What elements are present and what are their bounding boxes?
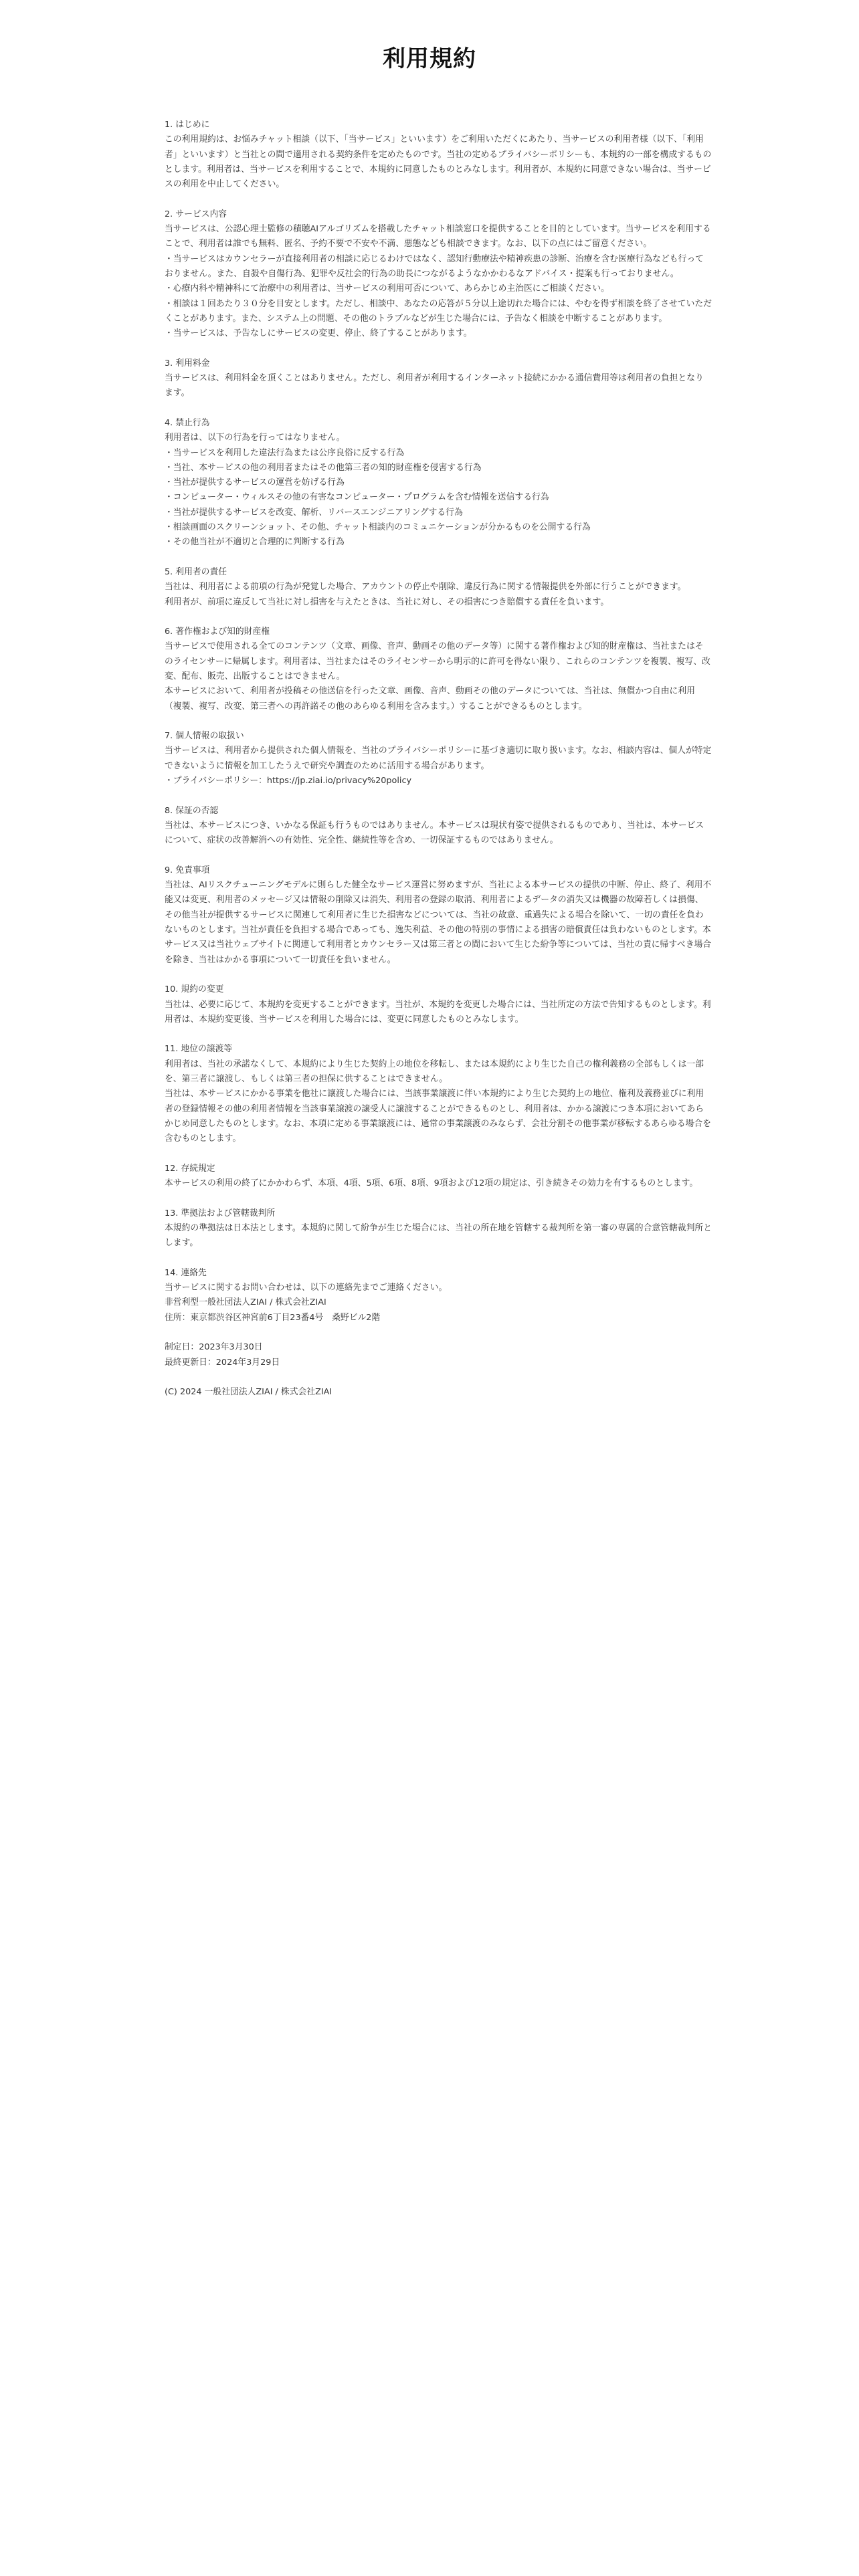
terms-section [165, 1206, 712, 1251]
updated-date: 最終更新日：2024年3月29日 [165, 1357, 280, 1368]
section-paragraph: 当社は、本サービスにつき、いかなる保証も行うものではありません。本サービスは現状有姿で提供されるものであり、当社は、本サービスについて、症状の改善解消への有効性、完全性、継続性等を含め、一切保証するものではありません。 [165, 820, 704, 846]
section-paragraph: 当サービスは、利用料金を頂くことはありません。ただし、利用者が利用するインターネット接続にかかる通信費用等は利用者の負担となります。 [165, 373, 704, 399]
list-item: ・当サービスはカウンセラーが直接利用者の相談に応じるわけではなく、認知行動療法や精神疾患の診断、治療を含む医療行為なども行っておりません。また、自殺や自傷行為、犯罪や反社会的行為の助長につながるようなかかわるなアドバイス・提案も行っておりません。 [165, 253, 704, 279]
section-paragraph: 当社は、本サービスにかかる事業を他社に譲渡した場合には、当該事業譲渡に伴い本規約により生じた契約上の地位、権利及義務並びに利用者の登録情報その他の利用者情報を当該事業譲渡の譲受人に譲渡することができるものとし、利用者は、かかる譲渡につき本項においてあらかじめ同意したものとします。なお、本項に定める事業譲渡には、通常の事業譲渡のみならず、会社分割その他事業が移転するあらゆる場合を含むものとします。 [165, 1089, 711, 1144]
section-heading: 3. 利用料金 [165, 358, 210, 368]
terms-section [165, 982, 712, 1027]
section-heading: 13. 準拠法および管轄裁判所 [165, 1208, 276, 1218]
list-item: ・当サービスを利用した違法行為または公序良俗に反する行為 [165, 447, 405, 458]
list-item: ・相談は１回あたり３０分を目安とします。ただし、相談中、あなたの応答が５分以上途切れた場合には、やむを得ず相談を終了させていただくことがあります。また、システム上の問題、その他のトラブルなどが生じた場合には、予告なく相談を中断することがあります。 [165, 298, 712, 324]
section-paragraph: 当サービスに関するお問い合わせは、以下の連絡先までご連絡ください。 [165, 1283, 448, 1293]
section-heading: 7. 個人情報の取扱い [165, 731, 244, 742]
list-item: ・プライバシーポリシー：https://jp.ziai.io/privacy%20policy [165, 776, 412, 786]
terms-section [165, 118, 712, 192]
list-item: ・相談画面のスクリーンショット、その他、チャット相談内のコミュニケーションが分かるものを公開する行為 [165, 522, 591, 533]
section-paragraph: 当社は、利用者による前項の行為が発覚した場合、アカウントの停止や削除、違反行為に関する情報提供を外部に行うことができます。 [165, 582, 686, 593]
list-item: ・当社、本サービスの他の利用者またはその他第三者の知的財産権を侵害する行為 [165, 462, 482, 473]
terms-section [165, 416, 712, 550]
list-item: ・当サービスは、予告なしにサービスの変更、停止、終了することがあります。 [165, 328, 472, 339]
terms-section [165, 863, 712, 968]
section-heading: 9. 免責事項 [165, 865, 210, 875]
terms-section [165, 356, 712, 401]
terms-section [165, 1266, 712, 1325]
terms-content [165, 118, 712, 1415]
section-heading: 5. 利用者の責任 [165, 566, 227, 577]
section-paragraph: 当サービスは、利用者から提供された個人情報を、当社のプライバシーポリシーに基づき適切に取り扱います。なお、相談内容は、個人が特定できないように情報を加工したうえで研究や調査のために活用する場合があります。 [165, 746, 712, 771]
section-paragraph: 本規約の準拠法は日本法とします。本規約に関して紛争が生じた場合には、当社の所在地を管轄する裁判所を第一審の専属的合意管轄裁判所とします。 [165, 1222, 712, 1249]
copyright-text: (C) 2024 一般社団法人ZIAI / 株式会社ZIAI [165, 1387, 332, 1398]
terms-section [165, 1162, 712, 1192]
enacted-date: 制定日：2023年3月30日 [165, 1342, 263, 1353]
section-paragraph: 利用者は、以下の行為を行ってはなりません。 [165, 433, 345, 443]
list-item: ・その他当社が不適切と合理的に判断する行為 [165, 537, 345, 548]
list-item: ・コンピューター・ウィルスその他の有害なコンピューター・プログラムを含む情報を送信する行為 [165, 492, 549, 503]
dates-block [165, 1340, 712, 1370]
footer [165, 1385, 712, 1400]
section-paragraph: 利用者は、当社の承諾なくして、本規約により生じた契約上の地位を移転し、または本規約により生じた自己の権利義務の全部もしくは一部を、第三者に譲渡し、もしくは第三者の担保に供することはできません。 [165, 1059, 704, 1084]
section-paragraph: 本サービスの利用の終了にかかわらず、本項、4項、5項、6項、8項、9項および12項の規定は、引き続きその効力を有するものとします。 [165, 1178, 698, 1189]
section-paragraph: 当社は、AIリスクチューニングモデルに則らした健全なサービス運営に努めますが、当社による本サービスの提供の中断、停止、終了、利用不能又は変更、利用者のメッセージ又は情報の削除又は消失、利用者の登録の取消、利用者によるデータの消失又は機器の故障若しくは損傷、その他当社が提供するサービスに関連して利用者に生じた損害などについては、当社の故意、重過失による場合を除いて、一切の責任を負わないものとします。当社が責任を負担する場合であっても、逸失利益、その他の特別の事情による損害の賠償責任は負わないものとします。本サービス又は当社ウェブサイトに関連して利用者とカウンセラー又は第三者との間において生じた紛争等については、当社の責に帰すべき場合を除き、当社はかかる事項について一切責任を負いません。 [165, 880, 712, 965]
terms-section [165, 625, 712, 714]
section-heading: 14. 連絡先 [165, 1267, 207, 1278]
section-paragraph: 当サービスは、公認心理士監修の積聴AIアルゴリズムを搭載したチャット相談窓口を提供することを目的としています。当サービスを利用することで、利用者は誰でも無料、匿名、予約不要で不安や不満、悪態なども相談できます。なお、以下の点にはご留意ください。 [165, 224, 711, 249]
section-heading: 1. はじめに [165, 120, 210, 130]
terms-section [165, 565, 712, 610]
section-heading: 2. サービス内容 [165, 209, 227, 219]
section-paragraph: 利用者が、前項に違反して当社に対し損害を与えたときは、当社に対し、その損害につき賠償する責任を負います。 [165, 597, 609, 607]
section-heading: 6. 著作権および知的財産権 [165, 627, 270, 637]
section-paragraph: 当サービスで使用される全てのコンテンツ（文章、画像、音声、動画その他のデータ等）に関する著作権および知的財産権は、当社またはそのライセンサーに帰属します。利用者は、当社またはそのライセンサーから明示的に許可を得ない限り、これらのコンテンツを複製、複写、改変、配布、販売、出版することはできません。 [165, 641, 710, 681]
list-item: ・当社が提供するサービスの運営を妨げる行為 [165, 477, 345, 488]
section-paragraph: 非営利型一般社団法人ZIAI / 株式会社ZIAI [165, 1297, 326, 1308]
section-heading: 11. 地位の譲渡等 [165, 1044, 233, 1055]
list-item: ・心療内科や精神科にて治療中の利用者は、当サービスの利用可否について、あらかじめ主治医にご相談ください。 [165, 284, 609, 294]
terms-section [165, 1042, 712, 1146]
terms-sections [165, 118, 712, 1325]
terms-section [165, 804, 712, 849]
section-heading: 10. 規約の変更 [165, 984, 224, 995]
page-title: 利用規約 [383, 45, 476, 72]
terms-section [165, 729, 712, 788]
section-heading: 12. 存続規定 [165, 1163, 215, 1174]
section-paragraph: 本サービスにおいて、利用者が投稿その他送信を行った文章、画像、音声、動画その他のデータについては、当社は、無償かつ自由に利用（複製、複写、改変、第三者への再許諾その他のあらゆる利用を含みます。）することができるものとします。 [165, 686, 695, 712]
section-paragraph: 住所：東京都渋谷区神宮前6丁目23番4号 桑野ビル2階 [165, 1312, 381, 1323]
section-paragraph: この利用規約は、お悩みチャット相談（以下、「当サービス」といいます）をご利用いただくにあたり、当サービスの利用者様（以下、「利用者」といいます）と当社との間で適用される契約条件を定めたものです。当社の定めるプライバシーポリシーも、本規約の一部を構成するものとします。利用者は、当サービスを利用することで、本規約に同意したものとみなします。利用者が、本規約に同意できない場合は、当サービスの利用を中止してください。 [165, 134, 712, 190]
list-item: ・当社が提供するサービスを改変、解析、リバースエンジニアリングする行為 [165, 507, 463, 518]
section-heading: 4. 禁止行為 [165, 417, 210, 428]
section-paragraph: 当社は、必要に応じて、本規約を変更することができます。当社が、本規約を変更した場合には、当社所定の方法で告知するものとします。利用者は、本規約変更後、当サービスを利用した場合には、変更に同意したものとみなします。 [165, 999, 711, 1025]
terms-section [165, 207, 712, 342]
section-heading: 8. 保証の否認 [165, 805, 219, 816]
